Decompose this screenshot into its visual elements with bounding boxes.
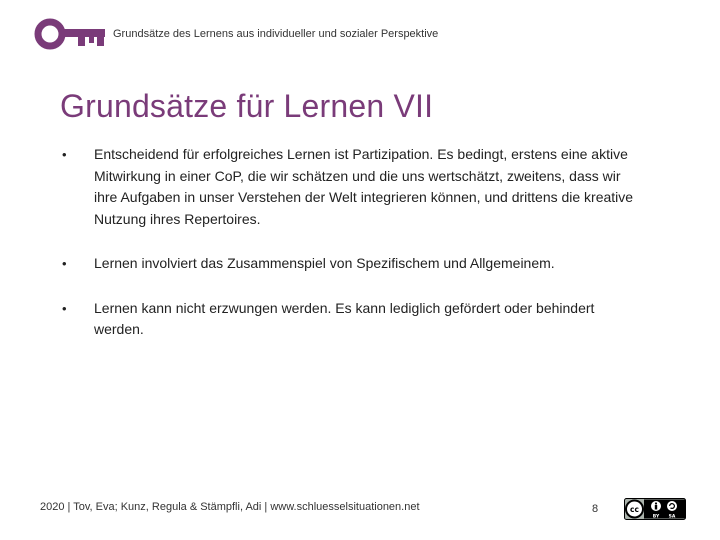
footer-credit: 2020 | Tov, Eva; Kunz, Regula & Stämpfli, Adi | www.schluesselsituationen.net xyxy=(40,501,420,513)
list-item xyxy=(60,144,640,230)
list-item-text: Entscheidend für erfolgreiches Lernen ist Partizipation. Es bedingt, erstens eine aktive Mitwirkung in einer CoP, die wir schätzen und die uns wertschätzt, zweitens, dass wir ihre Aufgaben in unser Verstehen der Welt integrieren können, und drittens die kreative Nutzung ihres Repertoires. xyxy=(94,146,634,227)
page-title: Grundsätze für Lernen VII xyxy=(60,88,434,125)
bullet-marker: • xyxy=(62,256,67,271)
license-by-label: BY xyxy=(652,514,660,520)
cc-by-sa-icon xyxy=(624,498,686,520)
key-icon xyxy=(33,16,107,52)
list-item xyxy=(60,253,640,275)
license-sa-label: SA xyxy=(668,514,676,520)
list-item xyxy=(60,298,640,341)
list-item-text: Lernen kann nicht erzwungen werden. Es kann lediglich gefördert oder behindert werden. xyxy=(94,299,595,337)
bullet-list xyxy=(60,144,640,341)
bullet-marker: • xyxy=(62,147,67,162)
license-cc-label: cc xyxy=(630,505,639,514)
page-number: 8 xyxy=(592,503,599,515)
bullet-marker: • xyxy=(62,300,67,316)
header-subtitle: Grundsätze des Lernens aus individueller und sozialer Perspektive xyxy=(113,28,439,40)
list-item-text: Lernen involviert das Zusammenspiel von Spezifischem und Allgemeinem. xyxy=(94,255,555,271)
